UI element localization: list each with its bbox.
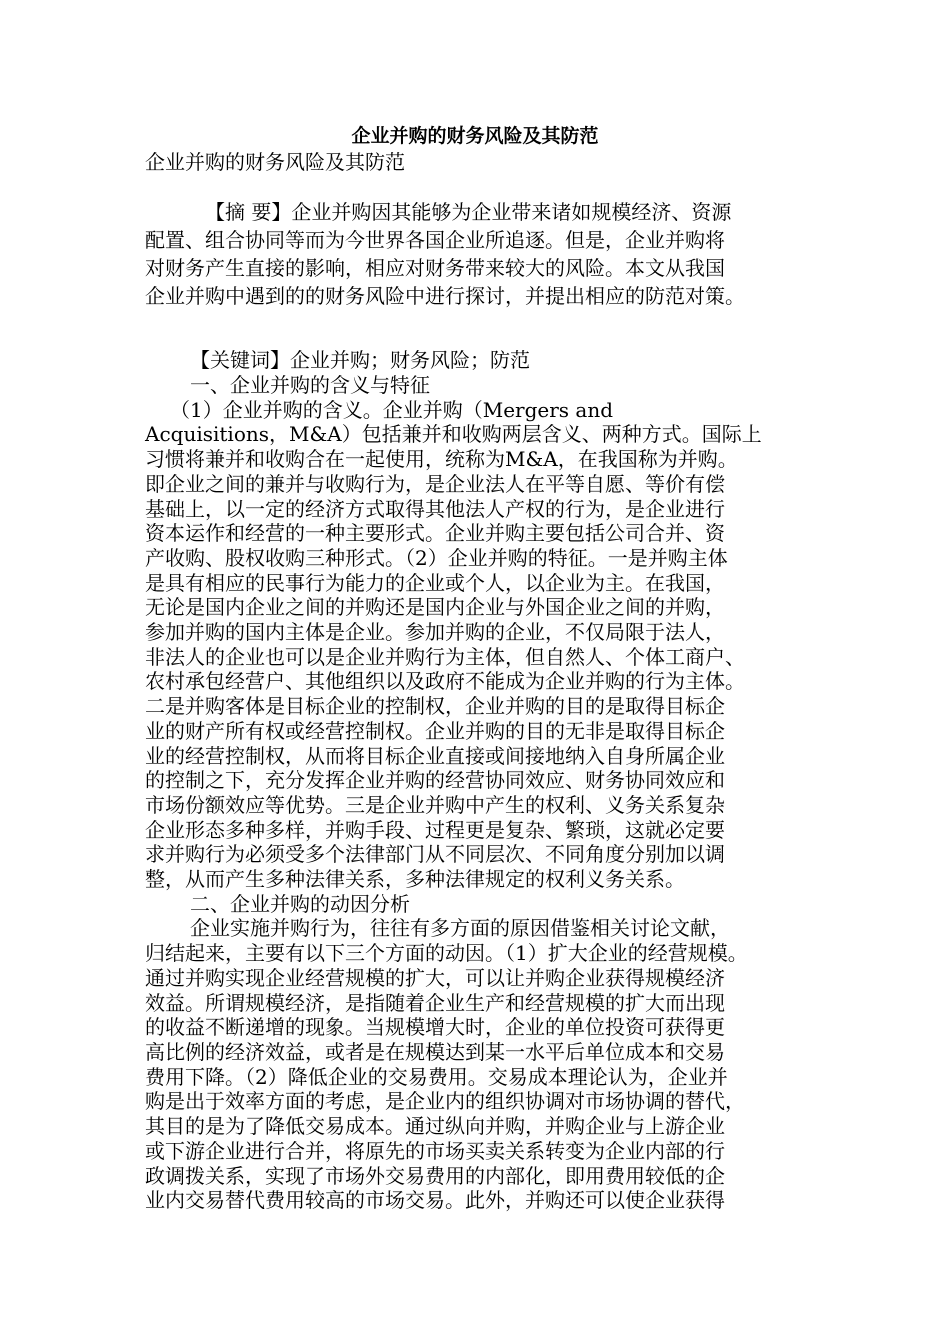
body-line: 费用下降。（2）降低企业的交易费用。交易成本理论认为，企业并 [145,1064,728,1089]
section-heading: 二、企业并购的动因分析 [190,891,410,916]
document-subtitle: 企业并购的财务风险及其防范 [145,150,405,174]
body-line: 企业实施并购行为，往往有多方面的原因借鉴相关讨论文献， [190,916,730,941]
body-line: Acquisitions，M&A）包括兼并和收购两层含义、两种方式。国际上 [145,422,762,447]
keywords-line: 【关键词】企业并购；财务风险；防范 [190,348,530,372]
body-line: 参加并购的国内主体是企业。参加并购的企业，不仅局限于法人， [145,620,725,645]
body-line: 非法人的企业也可以是企业并购行为主体，但自然人、个体工商户、 [145,644,745,669]
abstract-line: 企业并购中遇到的的财务风险中进行探讨，并提出相应的防范对策。 [145,284,745,308]
body-line: 政调拨关系，实现了市场外交易费用的内部化，即用费用较低的企 [145,1163,725,1188]
body-line: 归结起来，主要有以下三个方面的动因。（1）扩大企业的经营规模。 [145,941,748,966]
body-line: 其目的是为了降低交易成本。通过纵向并购，并购企业与上游企业 [145,1114,725,1139]
body-line: 习惯将兼并和收购合在一起使用，统称为M&A，在我国称为并购。 [145,447,738,472]
body-line: 市场份额效应等优势。三是企业并购中产生的权利、义务关系复杂 [145,792,725,817]
body-line: 产收购、股权收购三种形式。（2）企业并购的特征。一是并购主体 [145,545,728,570]
body-text [145,373,815,1213]
body-line: 求并购行为必须受多个法律部门从不同层次、不同角度分别加以调 [145,842,725,867]
body-line: 效益。所谓规模经济，是指随着企业生产和经营规模的扩大而出现 [145,990,725,1015]
body-line: 基础上，以一定的经济方式取得其他法人产权的行为，是企业进行 [145,496,725,521]
body-line: 的收益不断递增的现象。当规模增大时，企业的单位投资可获得更 [145,1015,725,1040]
body-line: 购是出于效率方面的考虑，是企业内的组织协调对市场协调的替代， [145,1089,745,1114]
body-line: （1）企业并购的含义。企业并购（Mergers and [170,397,614,422]
body-line: 是具有相应的民事行为能力的企业或个人，以企业为主。在我国， [145,570,725,595]
body-line: 高比例的经济效益，或者是在规模达到某一水平后单位成本和交易 [145,1039,725,1064]
abstract-line: 对财务产生直接的影响，相应对财务带来较大的风险。本文从我国 [145,256,725,280]
body-line: 企业形态多种多样，并购手段、过程更是复杂、繁琐，这就必定要 [145,817,725,842]
section-heading: 一、企业并购的含义与特征 [190,373,430,397]
body-line: 业的财产所有权或经营控制权。企业并购的目的无非是取得目标企 [145,718,725,743]
body-line: 通过并购实现企业经营规模的扩大，可以让并购企业获得规模经济 [145,965,725,990]
body-line: 或下游企业进行合并，将原先的市场买卖关系转变为企业内部的行 [145,1138,725,1163]
body-line: 即企业之间的兼并与收购行为，是企业法人在平等自愿、等价有偿 [145,471,725,496]
body-line: 整，从而产生多种法律关系，多种法律规定的权利义务关系。 [145,867,685,892]
body-line: 的控制之下，充分发挥企业并购的经营协同效应、财务协同效应和 [145,768,725,793]
document-title: 企业并购的财务风险及其防范 [351,125,599,147]
body-line: 业的经营控制权，从而将目标企业直接或间接地纳入自身所属企业 [145,743,725,768]
body-line: 无论是国内企业之间的并购还是国内企业与外国企业之间的并购， [145,595,725,620]
body-line: 农村承包经营户、其他组织以及政府不能成为企业并购的行为主体。 [145,669,745,694]
abstract-paragraph [145,198,815,310]
body-line: 业内交易替代费用较高的市场交易。此外，并购还可以使企业获得 [145,1188,725,1213]
body-line: 资本运作和经营的一种主要形式。企业并购主要包括公司合并、资 [145,521,725,546]
body-line: 二是并购客体是目标企业的控制权，企业并购的目的是取得目标企 [145,694,725,719]
abstract-line: 配置、组合协同等而为今世界各国企业所追逐。但是，企业并购将 [145,228,725,252]
abstract-line: 【摘 要】企业并购因其能够为企业带来诸如规模经济、资源 [205,200,732,224]
